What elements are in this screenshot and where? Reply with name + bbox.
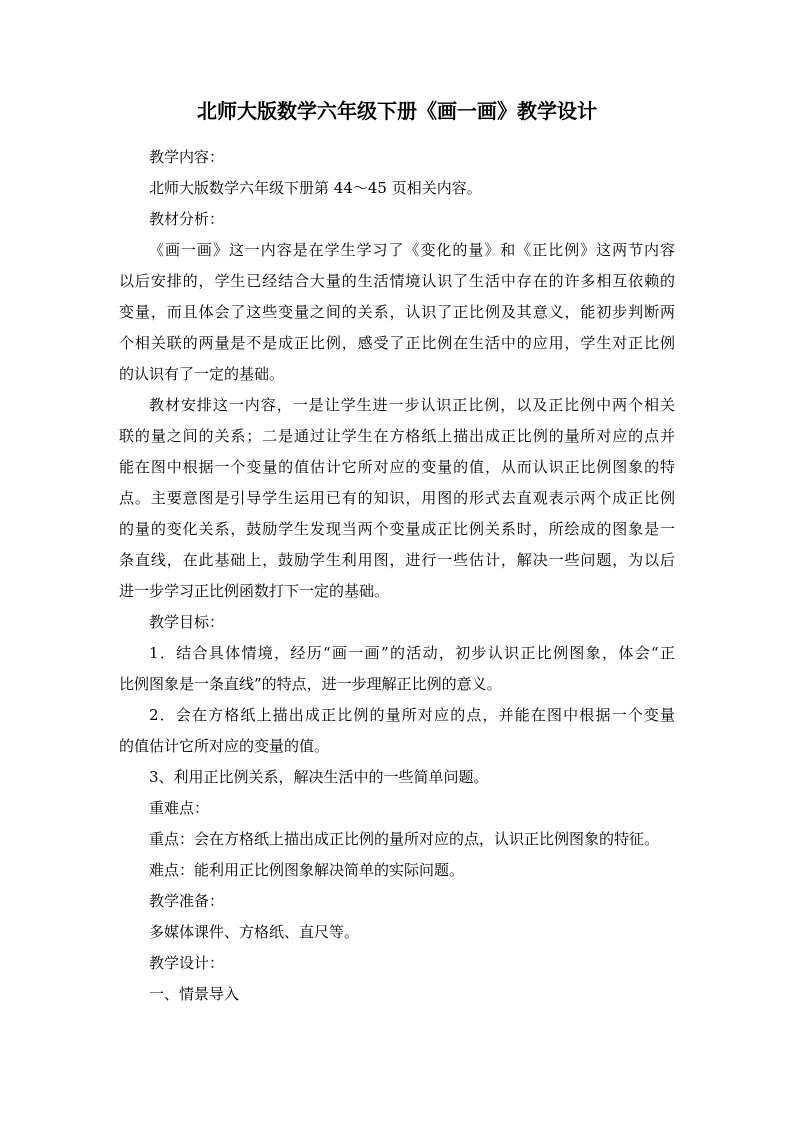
text-line: 教材安排这一内容，一是让学生进一步认识正比例，以及正比例中两个相关 [149,396,675,414]
text-line: 的认识有了一定的基础。 [119,365,285,383]
text-line: 难点：能利用正比例图象解决简单的实际问题。 [149,861,465,879]
text-line: 2．会在方格纸上描出成正比例的量所对应的点，并能在图中根据一个变量 [149,706,675,724]
text-line: 多媒体课件、方格纸、直尺等。 [149,923,360,941]
text-line: 条直线，在此基础上，鼓励学生利用图，进行一些估计，解决一些问题，为以后 [119,551,675,569]
text-line: 变量，而且体会了这些变量之间的关系，认识了正比例及其意义，能初步判断两 [119,303,675,321]
text-line: 教材分析： [149,210,225,228]
text-line: 教学目标： [149,613,225,631]
text-line: 重点：会在方格纸上描出成正比例的量所对应的点，认识正比例图象的特征。 [149,830,660,848]
text-line: 《画一画》这一内容是在学生学习了《变化的量》和《正比例》这两节内容 [149,241,675,259]
text-line: 教学准备： [149,892,225,910]
text-line: 能在图中根据一个变量的值估计它所对应的变量的值，从而认识正比例图象的特 [119,458,675,476]
text-line: 进一步学习正比例函数打下一定的基础。 [119,582,390,600]
document-body [119,142,675,1010]
text-line: 1．结合具体情境，经历“画一画”的活动，初步认识正比例图象，体会“正 [149,644,675,662]
text-line: 3、利用正比例关系，解决生活中的一些简单问题。 [149,768,489,786]
text-line: 联的量之间的关系；二是通过让学生在方格纸上描出成正比例的量所对应的点并 [119,427,675,445]
text-line: 个相关联的两量是不是成正比例，感受了正比例在生活中的应用，学生对正比例 [119,334,675,352]
text-line: 点。主要意图是引导学生运用已有的知识，用图的形式去直观表示两个成正比例 [119,489,675,507]
text-line: 比例图象是一条直线”的特点，进一步理解正比例的意义。 [119,675,502,693]
text-line: 教学内容： [149,148,225,166]
text-line: 的值估计它所对应的变量的值。 [119,737,330,755]
text-line: 一、情景导入 [149,985,240,1003]
text-line: 以后安排的，学生已经结合大量的生活情境认识了生活中存在的许多相互依赖的 [119,272,675,290]
text-line: 的量的变化关系，鼓励学生发现当两个变量成正比例关系时，所绘成的图象是一 [119,520,675,538]
text-line: 教学设计： [149,954,225,972]
text-line: 重难点： [149,799,210,817]
document-title: 北师大版数学六年级下册《画一画》教学设计 [197,99,597,123]
text-line: 北师大版数学六年级下册第 44～45 页相关内容。 [149,179,482,197]
